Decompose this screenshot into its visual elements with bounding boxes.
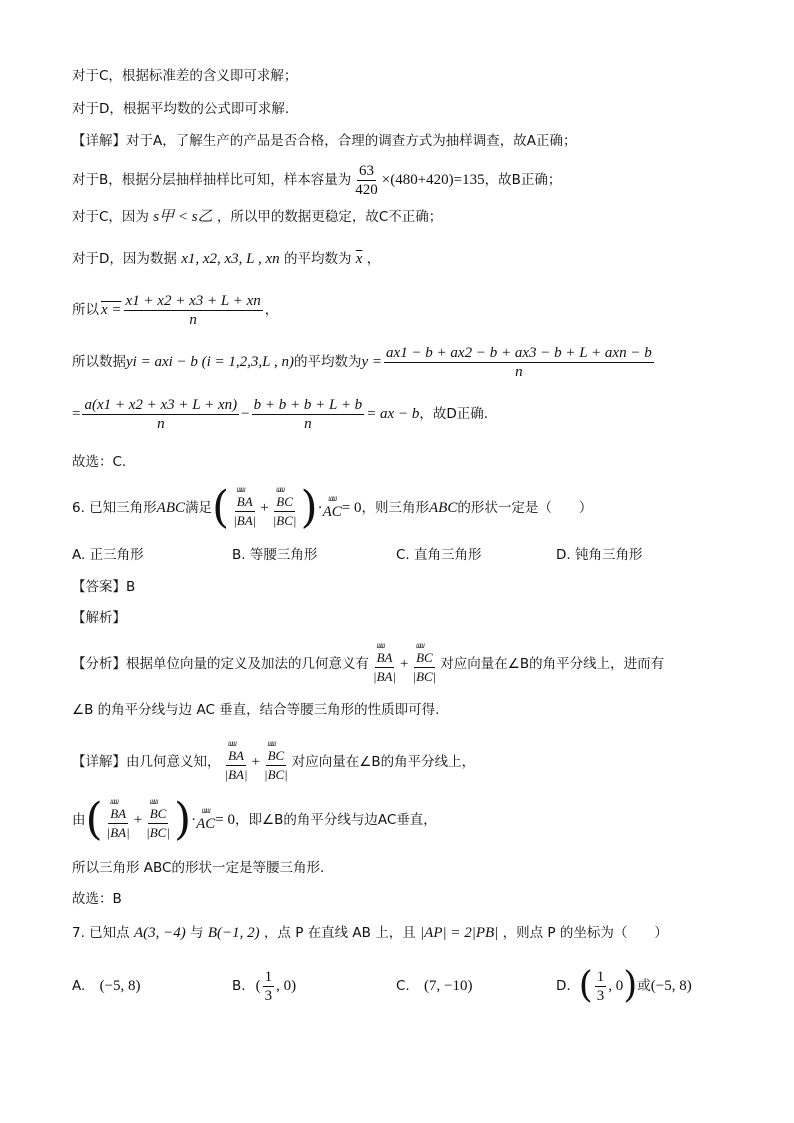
fraction-denominator: 420: [355, 181, 378, 198]
plus-sign: +: [251, 754, 260, 770]
vector-arrow: ɯɯ: [416, 641, 424, 650]
option-7d[interactable]: [556, 962, 692, 1010]
right-paren: ): [623, 965, 638, 1006]
math-abc: ABC: [429, 500, 458, 516]
fraction-mean: [124, 292, 263, 329]
analysis-line-1: [72, 636, 664, 692]
text-segment: ，即∠B的角平分线与边AC垂直，: [235, 812, 437, 828]
vector-ac: AC: [322, 503, 342, 520]
fraction-y-mean: [384, 344, 654, 381]
text-segment: 【分析】根据单位向量的定义及加法的几何意义有: [72, 656, 369, 672]
point-a: A(3, −4): [133, 925, 186, 941]
answer-select-c: 故选：C.: [72, 454, 127, 470]
fraction-denominator: |BA|: [373, 669, 397, 684]
text-segment: 对于B，根据分层抽样抽样比可知，样本容量为: [72, 172, 352, 188]
option-value: , 0: [608, 978, 624, 994]
vector-bc: BC: [149, 806, 167, 821]
analysis-line-2: ∠B 的角平分线与边 AC 垂直，结合等腰三角形的性质即可得.: [72, 702, 440, 718]
fraction-one-third: [263, 968, 275, 1005]
math-expression: ×(480+420)=135: [381, 172, 485, 188]
fraction-numerator: 63: [359, 162, 375, 179]
plus-sign: +: [260, 500, 269, 516]
vector-bc: BC: [267, 748, 285, 763]
option-label: C.: [396, 978, 410, 994]
fraction-denominator: 3: [596, 987, 605, 1004]
text-segment: 与: [190, 925, 204, 941]
vector-bc: BC: [276, 494, 293, 509]
text-segment: ，: [264, 302, 279, 318]
fraction-numerator: [414, 642, 435, 668]
text-line-y-mean-result: [72, 394, 488, 434]
left-paren: (: [212, 482, 230, 533]
text-segment: ，: [366, 251, 381, 267]
text-segment: 的平均数为: [283, 251, 352, 267]
vector-arrow: ɯɯ: [228, 739, 236, 748]
condition-expression: |AP| = 2|PB|: [420, 925, 499, 941]
answer-select-b: 故选：B: [72, 891, 122, 907]
fraction-unit-bc: [262, 740, 290, 784]
text-segment: 【详解】由几何意义知，: [72, 754, 221, 770]
text-segment: ，所以甲的数据更稳定，故C不正确；: [216, 209, 443, 225]
math-expression: y =: [361, 354, 383, 370]
text-line-c-hint: 对于C，根据标准差的含义即可求解；: [72, 68, 298, 84]
fraction-unit-ba: [105, 798, 132, 842]
vector-arrow: ɯɯ: [110, 797, 118, 806]
option-label: B.: [232, 978, 246, 994]
vector-arrow: ɯɯ: [276, 485, 284, 494]
fraction-numerator: [235, 486, 255, 512]
text-segment: 所以数据: [72, 354, 126, 370]
math-expression: = 0: [215, 812, 235, 828]
open-paren: (: [255, 978, 261, 994]
text-line-mean-formula: [72, 290, 278, 330]
vector-arrow: ɯɯ: [328, 493, 337, 503]
text-segment: 6. 已知三角形: [72, 500, 157, 516]
fraction-numerator: [375, 642, 395, 668]
math-expression: = ax − b: [366, 406, 420, 422]
fraction-denominator: |BA|: [233, 513, 257, 528]
text-segment: 满足: [185, 500, 213, 516]
vector-ac-wrap: [323, 495, 342, 522]
vector-arrow: ɯɯ: [201, 805, 210, 815]
plus-sign: +: [133, 812, 143, 828]
option-label: D.: [556, 978, 571, 994]
question-7-stem: [72, 923, 668, 943]
vector-arrow: ɯɯ: [376, 641, 385, 650]
fraction-denominator: n: [515, 363, 523, 380]
fraction-a-sum: [82, 396, 239, 433]
option-value-alt: (−5, 8): [650, 978, 692, 994]
text-segment: 7. 已知点: [72, 925, 130, 941]
vector-ba: BA: [236, 494, 253, 509]
left-paren: (: [578, 965, 593, 1006]
text-line-detail-c: [72, 207, 442, 227]
fraction-unit-bc: [271, 486, 299, 530]
right-paren: ): [300, 482, 318, 533]
math-expression: s甲 < s乙: [153, 209, 213, 225]
text-segment: 对于C，因为: [72, 209, 149, 225]
option-value: (7, −10): [424, 978, 473, 994]
vector-bc: BC: [416, 650, 433, 665]
vector-arrow: ɯɯ: [149, 797, 158, 806]
vector-ba: BA: [376, 650, 393, 665]
vector-ba: BA: [110, 806, 127, 821]
option-6b[interactable]: B. 等腰三角形: [232, 547, 318, 563]
text-segment: 的平均数为: [294, 354, 362, 370]
fraction-denominator: |BC|: [272, 513, 297, 528]
dot-operator: ·: [317, 500, 323, 516]
option-value: , 0): [276, 978, 297, 994]
dot-operator: ·: [191, 812, 197, 828]
option-6a[interactable]: A. 正三角形: [72, 547, 144, 563]
fraction-numerator: 1: [264, 968, 273, 985]
math-xbar: $\overline{x}$: [355, 251, 363, 267]
math-expression: =: [72, 406, 81, 422]
fraction-unit-bc: [144, 798, 172, 842]
vector-ba: BA: [228, 748, 244, 763]
plus-sign: +: [400, 656, 409, 672]
text-line-detail-a: 【详解】对于A，了解生产的产品是否合格，合理的调查方式为抽样调查，故A正确；: [72, 133, 577, 149]
fraction-unit-ba: [231, 486, 258, 530]
option-label: A.: [72, 978, 86, 994]
fraction-63-420: [353, 162, 380, 199]
math-expression: = 0: [341, 500, 362, 516]
detail-line-1: [72, 734, 475, 790]
fraction-numerator: 1: [596, 968, 605, 985]
math-abc: ABC: [156, 500, 186, 516]
text-segment: 所以: [72, 302, 99, 318]
math-expression: yi = axi − b (i = 1,2,3,L , n): [126, 354, 294, 370]
text-segment: 或: [637, 978, 651, 994]
question-6-stem: [72, 480, 592, 536]
left-paren: (: [85, 794, 103, 845]
fraction-one-third: [595, 968, 607, 1005]
fraction-denominator: |BA|: [106, 825, 130, 840]
option-value: (−5, 8): [99, 978, 141, 994]
fraction-denominator: |BA|: [224, 767, 248, 782]
option-6c[interactable]: C. 直角三角形: [396, 547, 482, 563]
option-7b[interactable]: [232, 964, 296, 1008]
right-paren: ): [173, 794, 192, 845]
math-expression: −: [241, 406, 250, 422]
text-segment: 由: [72, 812, 86, 828]
vector-ac-wrap: [196, 807, 215, 834]
text-segment: ，则三角形: [361, 500, 430, 516]
point-b: B(−1, 2): [207, 925, 260, 941]
fraction-numerator: [108, 798, 128, 824]
option-6d[interactable]: D. 钝角三角形: [556, 547, 643, 563]
option-7a[interactable]: [72, 976, 141, 996]
text-segment: ，故B正确；: [484, 172, 562, 188]
fraction-numerator: [266, 740, 287, 766]
fraction-denominator: |BC|: [264, 767, 288, 782]
fraction-unit-ba: [371, 642, 398, 686]
fraction-b-sum: [252, 396, 365, 433]
math-expression: x =: [101, 302, 122, 318]
vector-ac: AC: [196, 815, 216, 832]
fraction-denominator: n: [189, 311, 197, 328]
text-segment: ，故D正确.: [419, 406, 489, 422]
fraction-numerator: b + b + b + L + b: [253, 396, 363, 413]
text-segment: 对应向量在∠B的角平分线上，进而有: [440, 656, 665, 672]
text-line-detail-d: [72, 249, 380, 269]
fraction-numerator: x1 + x2 + x3 + L + xn: [125, 292, 261, 309]
fraction-numerator: [148, 798, 169, 824]
answer-label: 【答案】B: [72, 579, 136, 595]
fraction-numerator: [274, 486, 295, 512]
fraction-denominator: n: [304, 415, 312, 432]
fraction-unit-bc: [411, 642, 439, 686]
vector-arrow: ɯɯ: [236, 485, 245, 494]
text-segment: 对应向量在∠B的角平分线上，: [291, 754, 476, 770]
text-segment: ，点 P 在直线 AB 上，且: [263, 925, 416, 941]
fraction-denominator: |BC|: [146, 825, 170, 840]
conclusion-line: 所以三角形 ABC的形状一定是等腰三角形.: [72, 860, 325, 876]
vector-arrow: ɯɯ: [267, 739, 276, 748]
text-segment: ，则点 P 的坐标为（ ）: [502, 925, 668, 941]
fraction-denominator: n: [157, 415, 165, 432]
fraction-denominator: |BC|: [412, 669, 437, 684]
detail-line-2: [72, 792, 437, 848]
fraction-numerator: ax1 − b + ax2 − b + ax3 − b + L + axn − b: [386, 344, 652, 361]
analysis-label: 【解析】: [72, 610, 126, 626]
text-line-detail-b: [72, 160, 561, 200]
fraction-numerator: a(x1 + x2 + x3 + L + xn): [84, 396, 238, 413]
fraction-numerator: [226, 740, 246, 766]
option-7c[interactable]: [396, 976, 472, 996]
text-segment: 对于D，因为数据: [72, 251, 177, 267]
text-line-y-mean: [72, 342, 656, 382]
text-segment: 的形状一定是（ ）: [457, 500, 593, 516]
fraction-unit-ba: [223, 740, 250, 784]
text-line-d-hint: 对于D，根据平均数的公式即可求解.: [72, 101, 290, 117]
fraction-denominator: 3: [264, 987, 273, 1004]
math-expression: x1, x2, x3, L , xn: [181, 251, 280, 267]
